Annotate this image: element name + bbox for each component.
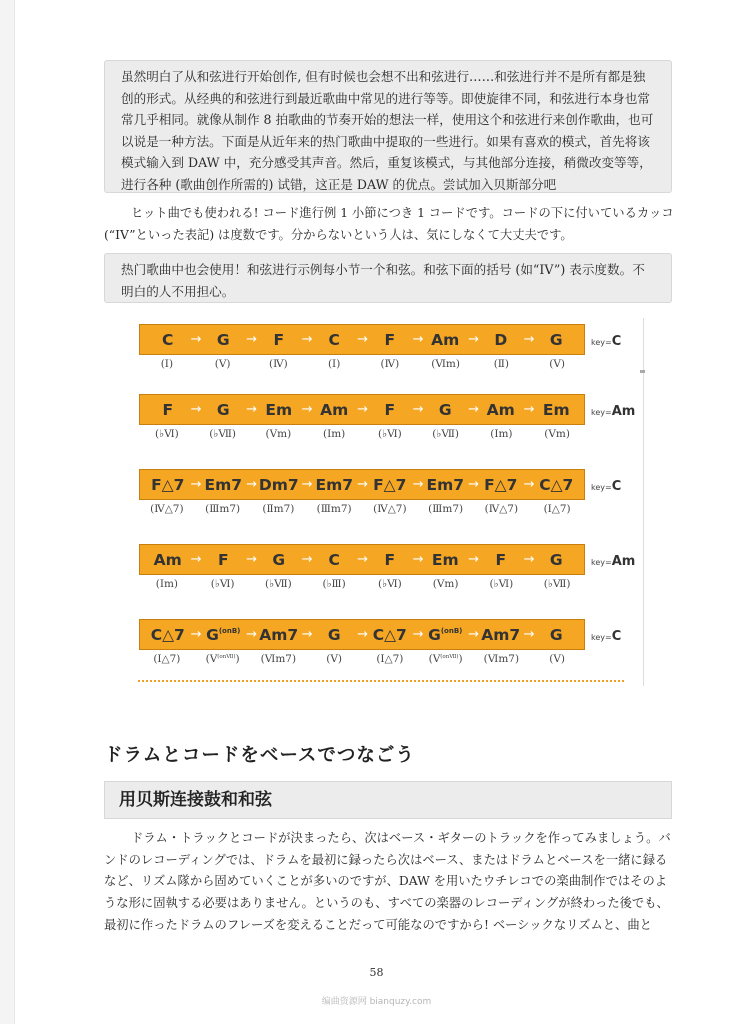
- degree-row: [139, 653, 585, 665]
- arrow-right-icon: →: [523, 627, 535, 642]
- key-value: Am: [611, 404, 636, 419]
- chord-bar: [139, 544, 585, 575]
- chord-name: [432, 551, 459, 569]
- degree-label: [362, 503, 418, 515]
- arrow-right-icon: →: [468, 627, 479, 642]
- arrow-right-icon: →: [357, 552, 368, 567]
- chord-name: [162, 331, 173, 349]
- degree-label: [195, 503, 251, 515]
- chord-name: [495, 551, 506, 569]
- degree-label: [418, 428, 474, 440]
- chord-name: [550, 551, 563, 569]
- degree-text: (Ⅲm7): [428, 503, 464, 515]
- chord-root: G: [206, 625, 219, 644]
- chord-name: [487, 401, 515, 419]
- arrow-right-icon: →: [301, 402, 313, 417]
- chord-root: G: [549, 550, 563, 569]
- chord-example-paragraph: ヒット曲でも使われる! コード進行例 1 小節につき 1 コードです。コードの下に付いているカッコ (“IV”といった表記) は度数です。分からないという人は、気にしなくて大丈夫です。: [104, 206, 674, 242]
- key-value: C: [611, 334, 622, 349]
- chord-root: F△7: [484, 475, 518, 494]
- chord-cell: [251, 545, 313, 574]
- degree-label: [195, 578, 251, 590]
- degree-label: [474, 428, 530, 440]
- chord-name: [431, 331, 459, 349]
- degree-text: (♭Ⅵ): [489, 578, 514, 590]
- degree-label: [418, 358, 474, 370]
- chord-cell: [196, 620, 257, 649]
- chord-name: [373, 476, 406, 494]
- degree-label: [139, 578, 195, 590]
- chord-root: G: [216, 400, 230, 419]
- key-label: [591, 479, 621, 494]
- degree-label: [195, 358, 251, 370]
- chord-cell: [196, 470, 257, 499]
- degree-close: ): [235, 653, 240, 665]
- arrow-right-icon: →: [246, 552, 257, 567]
- chord-name: [428, 626, 462, 644]
- degree-text: (Ⅵm7): [483, 653, 520, 665]
- degree-close: ): [458, 653, 463, 665]
- chord-bar: [139, 619, 585, 650]
- chord-cell: [196, 545, 257, 574]
- arrow-right-icon: →: [246, 627, 257, 642]
- degree-label: [418, 653, 474, 665]
- chord-cell: [529, 325, 585, 354]
- arrow-right-icon: →: [357, 627, 368, 642]
- figure-divider: [138, 680, 624, 682]
- chord-cell: [140, 545, 202, 574]
- degree-label: [306, 653, 362, 665]
- chord-bass-note: (onB): [440, 626, 463, 635]
- degree-label: [474, 503, 530, 515]
- degree-label: [139, 358, 195, 370]
- degree-label: [139, 653, 195, 665]
- degree-text: (Ⅳ△7): [150, 503, 184, 515]
- degree-text: (Ⅰ△7): [153, 653, 181, 665]
- chord-name: [439, 401, 452, 419]
- chord-name: [218, 551, 229, 569]
- degree-row: [139, 503, 585, 515]
- arrow-right-icon: →: [468, 332, 479, 347]
- degree-text: (Ⅳ): [380, 358, 400, 370]
- chord-root: C△7: [372, 625, 407, 644]
- chord-name: [384, 331, 395, 349]
- key-label: [591, 404, 635, 419]
- sub-heading: 用贝斯连接鼓和和弦: [104, 781, 672, 819]
- degree-bass: (onⅦ): [217, 654, 236, 660]
- degree-label: [139, 503, 195, 515]
- arrow-right-icon: →: [190, 552, 202, 567]
- degree-text: (♭Ⅵ): [378, 428, 402, 440]
- arrow-right-icon: →: [190, 332, 202, 347]
- arrow-right-icon: →: [412, 402, 424, 417]
- chord-cell: [362, 545, 424, 574]
- arrow-right-icon: →: [190, 627, 202, 642]
- chord-name: [426, 476, 464, 494]
- chord-root: Em7: [204, 475, 243, 494]
- chord-cell: [140, 470, 202, 499]
- chord-root: Am: [320, 400, 349, 419]
- arrow-right-icon: →: [412, 552, 424, 567]
- chord-root: Em7: [315, 475, 354, 494]
- chord-cell: [251, 325, 313, 354]
- chord-bar: [139, 324, 585, 355]
- arrow-right-icon: →: [190, 477, 202, 492]
- degree-text: (Ⅲm7): [316, 503, 352, 515]
- degree-label: [362, 653, 418, 665]
- degree-text: (Ⅳ△7): [373, 503, 407, 515]
- chord-root: F: [384, 550, 396, 569]
- chord-root: F△7: [151, 475, 185, 494]
- chord-cell: [307, 470, 368, 499]
- arrow-right-icon: →: [357, 477, 368, 492]
- key-prefix: key=: [591, 633, 612, 642]
- degree-label: [474, 653, 530, 665]
- degree-text: (Ⅰ△7): [543, 503, 571, 515]
- arrow-right-icon: →: [412, 477, 424, 492]
- chord-name: [259, 476, 299, 494]
- degree-label: [529, 428, 585, 440]
- degree-text: (Ⅰ△7): [376, 653, 404, 665]
- degree-text: (Ⅴ): [214, 358, 231, 370]
- chord-cell: [307, 620, 368, 649]
- chord-name: [481, 626, 520, 644]
- chord-root: G: [549, 625, 563, 644]
- arrow-right-icon: →: [301, 332, 313, 347]
- chord-cell: [418, 325, 479, 354]
- chord-name: [539, 476, 573, 494]
- arrow-right-icon: →: [301, 477, 313, 492]
- key-label: [591, 334, 621, 349]
- chord-name: [272, 551, 285, 569]
- degree-label: [195, 653, 251, 665]
- degree-text: (Ⅴ): [549, 653, 566, 665]
- degree-label: [306, 428, 362, 440]
- chord-cell: [473, 620, 535, 649]
- chord-cell: [473, 325, 535, 354]
- chord-name: [543, 401, 570, 419]
- degree-label: [251, 653, 307, 665]
- degree-text: (♭Ⅶ): [265, 578, 292, 590]
- degree-text: (♭Ⅵ): [378, 578, 402, 590]
- degree-text: (Ⅴ): [326, 653, 343, 665]
- key-prefix: key=: [591, 408, 612, 417]
- chord-root: C: [328, 550, 340, 569]
- chord-name: [550, 626, 563, 644]
- chord-cell: [529, 545, 585, 574]
- chord-root: Em: [542, 400, 570, 419]
- degree-text: (Ⅴm): [432, 578, 459, 590]
- progression-row: [139, 544, 636, 600]
- degree-label: [306, 503, 362, 515]
- degree-label: [251, 428, 307, 440]
- degree-text: (♭Ⅵ): [210, 578, 235, 590]
- degree-bass: (onⅦ): [440, 654, 459, 660]
- degree-label: [529, 578, 585, 590]
- chord-cell: [196, 395, 257, 424]
- key-label: [591, 629, 621, 644]
- chord-name: [206, 626, 240, 644]
- chord-name: [204, 476, 242, 494]
- chord-cell: [307, 545, 368, 574]
- key-prefix: key=: [591, 483, 612, 492]
- chord-name: [259, 626, 298, 644]
- chord-cell: [362, 620, 424, 649]
- chord-cell: [140, 325, 202, 354]
- chord-root: Em: [431, 550, 459, 569]
- chord-cell: [529, 395, 585, 424]
- chord-root: Am: [486, 400, 515, 419]
- chord-root: Am7: [481, 625, 521, 644]
- section-heading: ドラムとコードをベースでつなごう: [104, 745, 415, 766]
- chord-root: G: [549, 330, 563, 349]
- arrow-right-icon: →: [246, 477, 257, 492]
- chord-name: [217, 331, 230, 349]
- degree-row: [139, 428, 585, 440]
- chord-cell: [196, 325, 257, 354]
- chord-root: F: [495, 550, 507, 569]
- degree-text: (♭Ⅵ): [155, 428, 179, 440]
- degree-text: (Ⅴ: [428, 653, 441, 665]
- page-number: 58: [369, 966, 384, 979]
- key-prefix: key=: [591, 338, 612, 347]
- chord-root: C: [328, 330, 340, 349]
- chord-root: Am: [153, 550, 182, 569]
- degree-label: [251, 358, 307, 370]
- degree-row: [139, 358, 585, 370]
- chord-root: C△7: [539, 475, 574, 494]
- degree-text: (♭Ⅶ): [543, 578, 571, 590]
- degree-text: (Ⅳ): [269, 358, 288, 370]
- degree-label: [251, 503, 307, 515]
- degree-label: [529, 653, 585, 665]
- degree-text: (Ⅵm7): [260, 653, 297, 665]
- chord-name: [384, 551, 395, 569]
- chord-root: F: [217, 550, 229, 569]
- chord-cell: [140, 395, 202, 424]
- degree-text: (Ⅳ△7): [484, 503, 519, 515]
- degree-text: (Ⅰ): [327, 358, 341, 370]
- chord-root: F: [162, 400, 174, 419]
- chord-cell: [251, 470, 313, 499]
- chord-name: [315, 476, 353, 494]
- chord-name: [320, 401, 348, 419]
- degree-label: [418, 578, 474, 590]
- chord-root: C△7: [150, 625, 185, 644]
- chord-cell: [418, 470, 479, 499]
- translation-note-middle: 热门歌曲中也会使用！和弦进行示例每小节一个和弦。和弦下面的括号 (如“IV”) 表示度数。不明白的人不用担心。: [104, 253, 672, 303]
- chord-name: [328, 626, 341, 644]
- arrow-right-icon: →: [523, 402, 535, 417]
- chord-cell: [418, 545, 479, 574]
- key-value: C: [611, 629, 622, 644]
- chord-root: F△7: [373, 475, 407, 494]
- arrow-right-icon: →: [412, 332, 424, 347]
- chord-root: G: [327, 625, 341, 644]
- chord-root: Dm7: [258, 475, 299, 494]
- chord-root: G: [428, 625, 441, 644]
- chord-root: G: [272, 550, 286, 569]
- chord-root: F: [384, 400, 396, 419]
- chord-name: [151, 626, 185, 644]
- key-label: [591, 554, 635, 569]
- chord-root: Am7: [259, 625, 299, 644]
- degree-label: [474, 358, 530, 370]
- degree-text: (Ⅴ): [549, 358, 566, 370]
- translation-note-top: 虽然明白了从和弦进行开始创作, 但有时候也会想不出和弦进行……和弦进行并不是所有都是独创的形式。从经典的和弦进行到最近歌曲中常见的进行等等。即使旋律不同，和弦进行本身也常常几乎相同。就像从制作 8 拍歌曲的节奏开始的想法一样，使用这个和弦进行来创作歌曲，也可以说是一种方法。下面是从近年来的热门歌曲中提取的一些进行。如果有喜欢的模式，首先将该模式输入到 DAW 中，充分感受其声音。然后，重复该模式，与其他部分连接，稍微改变等等，进行各种 (歌曲创作所需的) 试错，这正是 DAW 的优点。尝试加入贝斯部分吧: [104, 60, 672, 193]
- degree-text: (Ⅰ): [160, 358, 174, 370]
- arrow-right-icon: →: [523, 332, 535, 347]
- chord-cell: [362, 395, 424, 424]
- chord-name: [329, 551, 340, 569]
- chord-name: [162, 401, 173, 419]
- key-prefix: key=: [591, 558, 612, 567]
- degree-text: (♭Ⅶ): [432, 428, 459, 440]
- chord-name: [384, 401, 395, 419]
- chord-name: [329, 331, 340, 349]
- degree-label: [362, 578, 418, 590]
- arrow-right-icon: →: [468, 402, 479, 417]
- degree-text: (Ⅴm): [544, 428, 570, 440]
- chord-name: [154, 551, 182, 569]
- degree-label: [306, 358, 362, 370]
- arrow-right-icon: →: [523, 552, 535, 567]
- chord-root: Am: [431, 330, 460, 349]
- chord-cell: [473, 470, 535, 499]
- degree-text: (Ⅵm): [431, 358, 460, 370]
- chord-cell: [251, 620, 313, 649]
- degree-label: [418, 503, 474, 515]
- chord-cell: [140, 620, 202, 649]
- degree-text: (♭Ⅲ): [322, 578, 346, 590]
- arrow-right-icon: →: [523, 477, 535, 492]
- chord-cell: [362, 470, 424, 499]
- figure-border-tick: [640, 370, 645, 373]
- degree-text: (Ⅰm): [490, 428, 513, 440]
- chord-cell: [307, 325, 368, 354]
- chord-bar: [139, 394, 585, 425]
- progression-row: [139, 469, 622, 525]
- arrow-right-icon: →: [412, 627, 424, 642]
- degree-text: (Ⅲm7): [205, 503, 241, 515]
- degree-text: (♭Ⅶ): [209, 428, 236, 440]
- chord-name: [550, 331, 563, 349]
- page-edge: [0, 0, 15, 1024]
- chord-cell: [307, 395, 368, 424]
- chord-bass-note: (onB): [218, 626, 241, 635]
- bass-track-paragraph: ドラム・トラックとコードが決まったら、次はベース・ギターのトラックを作ってみましょう。バンドのレコーディングでは、ドラムを最初に録ったら次はベース、またはドラムとベースを一緒に録るなど、リズム隊から固めていくことが多いのですが、DAW を用いたウチレコでの楽曲制作ではそのような形に固執する必要はありません。というのも、すべての楽器のレコーディングが終わった後でも、最初に作ったドラムのフレーズを変えることだって可能なのですから! ベーシックなリズムと、曲と: [104, 831, 671, 932]
- chord-cell: [362, 325, 424, 354]
- chord-root: Em: [265, 400, 293, 419]
- degree-text: (Ⅱ): [493, 358, 510, 370]
- chord-name: [217, 401, 230, 419]
- degree-label: [195, 428, 251, 440]
- degree-label: [474, 578, 530, 590]
- watermark: 编曲资源网 bianquzy.com: [321, 997, 432, 1007]
- arrow-right-icon: →: [246, 402, 257, 417]
- chord-cell: [418, 620, 479, 649]
- chord-cell: [418, 395, 479, 424]
- degree-label: [251, 578, 307, 590]
- arrow-right-icon: →: [357, 332, 368, 347]
- chord-name: [373, 626, 407, 644]
- chord-name: [484, 476, 517, 494]
- key-value: Am: [611, 554, 636, 569]
- arrow-right-icon: →: [246, 332, 257, 347]
- key-value: C: [611, 479, 622, 494]
- arrow-right-icon: →: [190, 402, 202, 417]
- degree-label: [529, 358, 585, 370]
- arrow-right-icon: →: [468, 552, 479, 567]
- chord-bar: [139, 469, 585, 500]
- chord-cell: [251, 395, 313, 424]
- chord-root: C: [162, 330, 174, 349]
- chord-root: F: [384, 330, 396, 349]
- chord-cell: [473, 395, 535, 424]
- progression-row: [139, 324, 622, 380]
- degree-label: [139, 428, 195, 440]
- chord-root: G: [438, 400, 452, 419]
- chord-name: [273, 331, 284, 349]
- arrow-right-icon: →: [357, 402, 368, 417]
- degree-text: (Ⅴ: [205, 653, 218, 665]
- chord-root: F: [273, 330, 285, 349]
- degree-label: [362, 358, 418, 370]
- chord-name: [265, 401, 292, 419]
- chord-name: [494, 331, 507, 349]
- degree-label: [306, 578, 362, 590]
- progression-row: [139, 394, 636, 450]
- degree-text: (Ⅰm): [155, 578, 179, 590]
- degree-text: (Ⅱm7): [262, 503, 295, 515]
- arrow-right-icon: →: [301, 552, 313, 567]
- chord-root: D: [494, 330, 508, 349]
- figure-border: [643, 318, 644, 686]
- chord-name: [151, 476, 184, 494]
- chord-cell: [529, 620, 585, 649]
- degree-text: (Ⅴm): [265, 428, 292, 440]
- progression-row: [139, 619, 622, 675]
- arrow-right-icon: →: [468, 477, 479, 492]
- degree-row: [139, 578, 585, 590]
- degree-label: [362, 428, 418, 440]
- chord-root: Em7: [426, 475, 465, 494]
- degree-text: (Ⅰm): [322, 428, 346, 440]
- chord-cell: [473, 545, 535, 574]
- chord-cell: [529, 470, 585, 499]
- degree-label: [529, 503, 585, 515]
- arrow-right-icon: →: [301, 627, 313, 642]
- chord-root: G: [216, 330, 230, 349]
